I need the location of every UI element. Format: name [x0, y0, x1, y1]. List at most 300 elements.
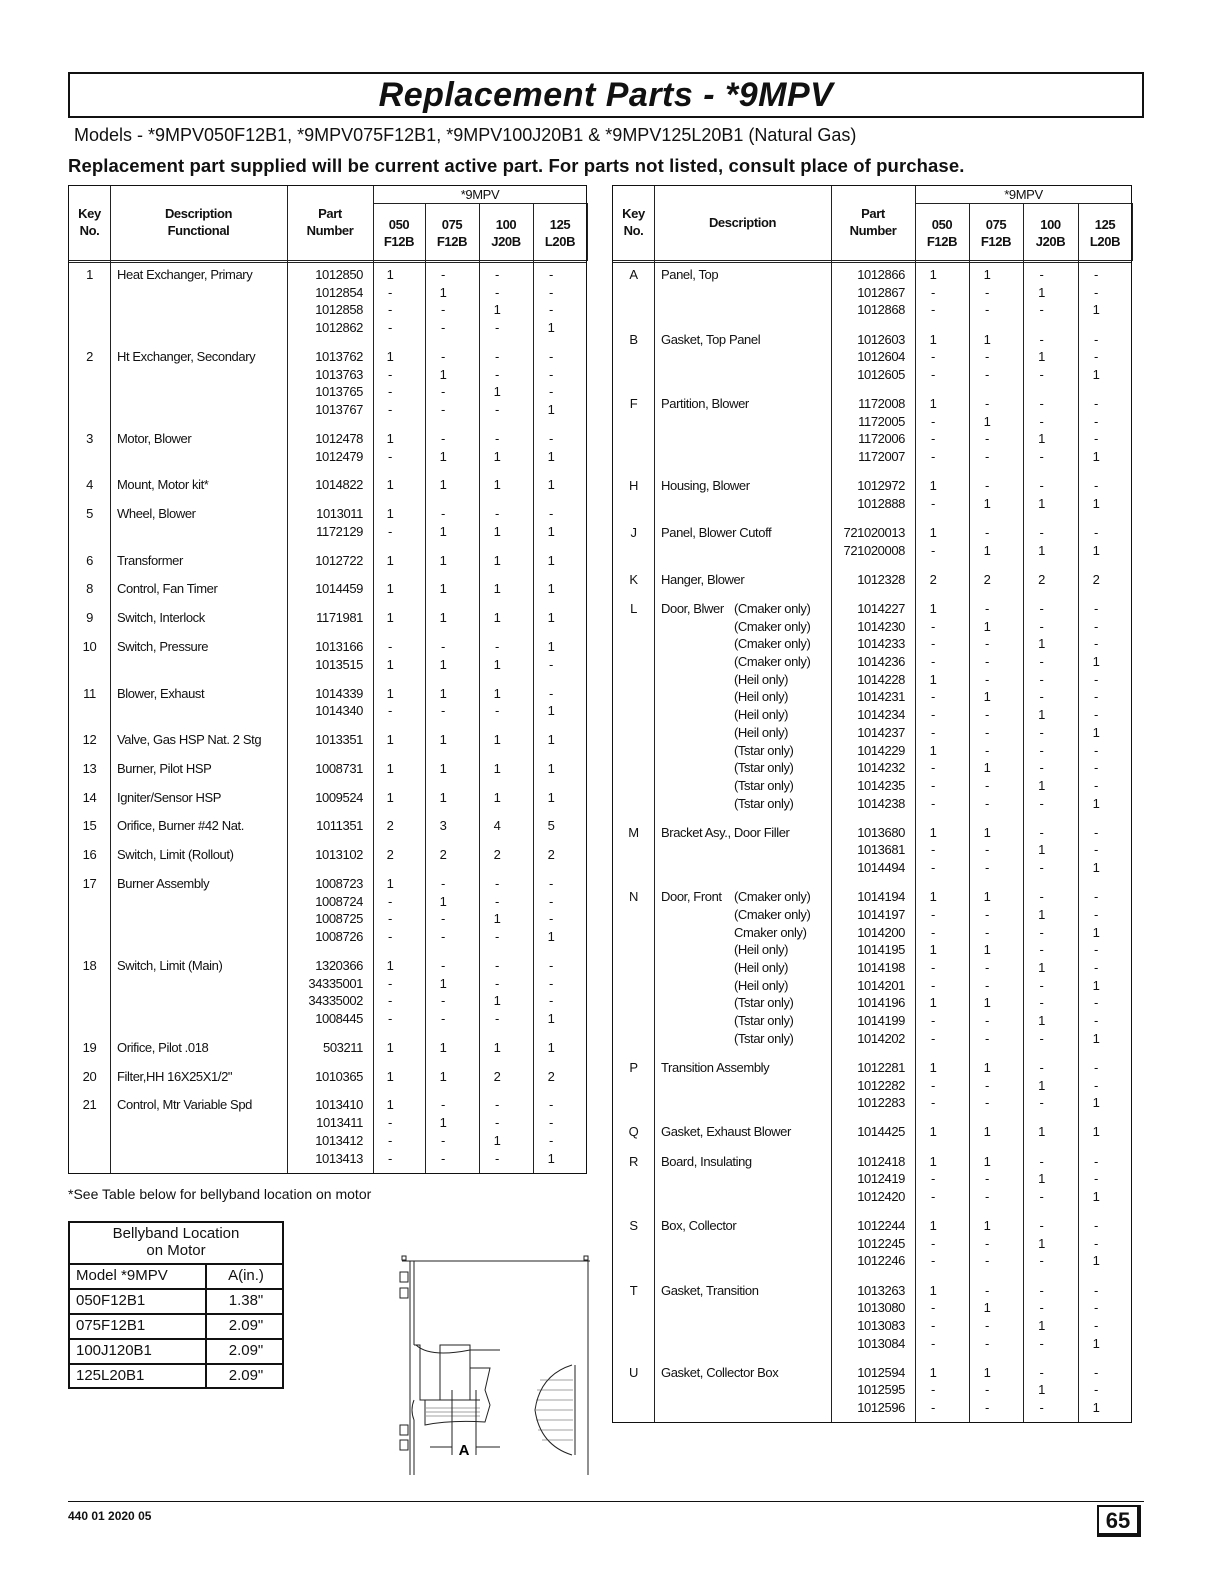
quantity-cell: 1 [1092, 1030, 1100, 1046]
quantity-cell: - [1039, 654, 1044, 669]
quantity-cell: 1 [983, 760, 991, 776]
quantity-cell: - [495, 320, 499, 336]
quantity-cell: 1 [386, 732, 394, 747]
key-number: T [629, 1282, 638, 1298]
quantity-cell: 1 [386, 552, 394, 568]
quantity-cell: - [985, 1013, 989, 1029]
quantity-cell: - [441, 957, 445, 973]
quantity-cell: - [931, 284, 935, 300]
quantity-cell: - [495, 1011, 499, 1026]
quantity-cell: - [1039, 1400, 1044, 1416]
quantity-cell: 1 [439, 581, 447, 597]
quantity-cell: - [441, 348, 445, 364]
header-divider [373, 203, 586, 204]
quantity-cell: - [495, 348, 499, 364]
quantity-cell: - [985, 1030, 989, 1046]
part-number: 1013102 [315, 847, 363, 863]
part-variant-note: (Heil only) [734, 671, 789, 687]
quantity-cell: 1 [983, 331, 991, 347]
part-description: Door, Front [661, 889, 722, 905]
quantity-cell: 1 [439, 477, 447, 493]
key-number: U [629, 1364, 638, 1380]
key-number: J [630, 525, 637, 540]
quantity-cell: - [1094, 777, 1098, 793]
quantity-cell: 1 [1038, 431, 1045, 447]
part-number: 1172007 [858, 449, 905, 465]
quantity-cell: 1 [929, 1364, 937, 1380]
bellyband-title-line2: on Motor [146, 1242, 206, 1259]
part-number: 1012283 [857, 1095, 905, 1111]
quantity-cell: 4 [493, 818, 501, 834]
quantity-cell: - [1094, 1382, 1098, 1398]
part-number: 1014230 [857, 618, 905, 634]
key-number: R [629, 1153, 638, 1169]
quantity-cell: - [931, 1171, 935, 1187]
quantity-cell: - [1094, 906, 1098, 922]
bellyband-row [70, 1338, 282, 1364]
quantity-cell: 1 [386, 656, 394, 672]
bellyband-model: 050F12B1 [76, 1292, 146, 1309]
quantity-cell: - [1094, 995, 1098, 1011]
part-description: Hanger, Blower [661, 571, 745, 587]
quantity-cell: 1 [493, 993, 501, 1009]
quantity-cell: 1 [547, 703, 555, 719]
part-number: 1014238 [857, 795, 905, 811]
part-number: 1012418 [857, 1153, 905, 1169]
quantity-cell: - [931, 1077, 935, 1093]
part-number: 1012866 [857, 267, 905, 282]
quantity-cell: 1 [493, 1132, 501, 1148]
part-description: Switch, Limit (Rollout) [117, 847, 234, 863]
quantity-cell: - [1094, 1171, 1098, 1187]
part-number: 1012722 [315, 552, 363, 568]
key-number: 16 [82, 847, 97, 863]
model-group-header: *9MPV [1004, 187, 1043, 202]
quantity-cell: - [985, 860, 989, 876]
model-header-line: F12B [436, 234, 468, 249]
quantity-cell: 1 [547, 1039, 555, 1055]
quantity-cell: 1 [439, 523, 447, 539]
part-number: 1013680 [857, 824, 905, 840]
quantity-cell: - [441, 1011, 445, 1026]
quantity-cell: - [441, 320, 445, 336]
quantity-cell: 1 [983, 542, 991, 558]
quantity-cell: - [1094, 1077, 1098, 1093]
part-description: Burner, Pilot HSP [117, 760, 212, 776]
part-number: 1013263 [857, 1282, 905, 1298]
part-description: Igniter/Sensor HSP [117, 789, 222, 805]
model-column-header [1023, 216, 1078, 250]
part-number: 1014237 [857, 724, 905, 740]
quantity-cell: - [388, 1132, 392, 1148]
quantity-cell: - [441, 402, 445, 417]
part-variant-note: (Heil only) [734, 977, 789, 993]
part-description: Box, Collector [661, 1218, 737, 1233]
quantity-cell: - [1039, 724, 1044, 740]
part-variant-note: (Heil only) [734, 960, 789, 975]
model-column-header [1078, 216, 1132, 250]
quantity-cell: 1 [929, 995, 937, 1011]
part-number: 1013080 [857, 1300, 905, 1316]
part-variant-note: (Cmaker only) [734, 889, 811, 905]
header-divider [915, 203, 1131, 204]
quantity-cell: 1 [547, 1011, 555, 1026]
part-number: 1012604 [857, 349, 905, 365]
part-number: 1014494 [857, 860, 905, 876]
part-number: 1011351 [316, 818, 363, 834]
part-number: 1012419 [857, 1171, 905, 1187]
quantity-cell: - [388, 911, 392, 927]
key-number: M [628, 824, 639, 840]
quantity-cell: 1 [983, 1153, 991, 1169]
quantity-cell: - [549, 893, 553, 909]
quantity-cell: - [388, 448, 392, 464]
quantity-cell: - [388, 975, 392, 991]
part-description: Housing, Blower [661, 478, 750, 494]
quantity-cell: 1 [983, 1300, 991, 1316]
quantity-cell: - [1039, 396, 1044, 411]
quantity-cell: 1 [929, 824, 937, 840]
part-number: 1008731 [315, 760, 363, 776]
description-header-line: Description [708, 215, 777, 230]
quantity-cell: - [985, 671, 989, 687]
key-number: 1 [86, 267, 93, 282]
part-number: 1008723 [315, 876, 363, 891]
quantity-cell: - [495, 876, 499, 891]
quantity-cell: - [1039, 1030, 1044, 1046]
key-number: H [629, 478, 638, 494]
bellyband-a-value: 2.09" [228, 1317, 264, 1334]
quantity-cell: - [1094, 889, 1098, 905]
quantity-cell: 1 [547, 581, 555, 597]
quantity-cell: - [931, 1382, 935, 1398]
quantity-cell: 1 [1038, 906, 1045, 922]
quantity-cell: - [985, 525, 989, 540]
bellyband-header-row [70, 1263, 282, 1289]
quantity-cell: 1 [547, 610, 555, 626]
part-number: 1012595 [857, 1382, 905, 1398]
quantity-cell: 1 [493, 732, 501, 747]
column-divider [205, 1315, 207, 1339]
quantity-cell: - [1094, 1300, 1098, 1316]
key-number: 11 [83, 685, 96, 701]
part-description: Partition, Blower [661, 396, 749, 411]
part-number-header [831, 205, 915, 239]
quantity-cell: 1 [983, 1218, 991, 1233]
quantity-cell: - [985, 600, 989, 616]
part-variant-note: (Tstar only) [734, 1030, 794, 1046]
model-header-line: J20B [1035, 234, 1066, 249]
quantity-cell: - [1039, 1335, 1044, 1351]
part-number: 1012478 [315, 430, 363, 446]
quantity-cell: 1 [929, 1218, 937, 1233]
quantity-cell: - [931, 636, 935, 652]
models-line: Models - *9MPV050F12B1, *9MPV075F12B1, *9MPV100J20B1 & *9MPV125L20B1 (Natural Gas) [74, 125, 857, 145]
quantity-cell: - [985, 742, 989, 758]
quantity-cell: - [931, 842, 935, 858]
bellyband-model: 075F12B1 [76, 1317, 146, 1334]
quantity-cell: 1 [386, 685, 394, 701]
quantity-cell: - [549, 366, 553, 382]
quantity-cell: - [388, 703, 392, 719]
part-variant-note: (Cmaker only) [734, 600, 811, 616]
quantity-cell: 2 [1038, 571, 1045, 587]
quantity-cell: 2 [439, 847, 447, 863]
col-model-header: Model *9MPV [76, 1267, 168, 1284]
quantity-cell: 1 [547, 760, 555, 776]
bellyband-a-value: 1.38" [228, 1292, 264, 1309]
quantity-cell: - [549, 1097, 553, 1113]
key-number: 15 [82, 818, 97, 834]
quantity-cell: 1 [1038, 1077, 1045, 1093]
key-number: 4 [86, 477, 93, 493]
part-header-line: Number [306, 223, 354, 238]
quantity-cell: - [1039, 1218, 1044, 1233]
quantity-cell: 1 [547, 552, 555, 568]
quantity-cell: 1 [1092, 977, 1100, 993]
quantity-cell: - [1039, 413, 1044, 429]
quantity-cell: - [441, 929, 445, 945]
part-description: Switch, Limit (Main) [117, 957, 223, 973]
key-number: 5 [86, 506, 93, 522]
quantity-cell: 1 [1038, 1382, 1045, 1398]
quantity-cell: - [985, 366, 989, 382]
part-number: 1172008 [858, 396, 905, 411]
quantity-cell: - [1094, 707, 1098, 723]
quantity-cell: - [931, 707, 935, 723]
part-variant-note: Cmaker only) [734, 924, 807, 940]
model-header-line: 125 [1094, 217, 1116, 232]
quantity-cell: 1 [1092, 1124, 1100, 1140]
quantity-cell: - [549, 957, 553, 973]
part-number: 1013765 [315, 384, 363, 400]
quantity-cell: - [549, 656, 553, 672]
quantity-cell: 1 [439, 1039, 447, 1055]
part-number: 1012328 [857, 571, 905, 587]
part-number: 1012868 [857, 302, 905, 318]
quantity-cell: 1 [1038, 542, 1045, 558]
footnote: *See Table below for bellyband location on motor [68, 1186, 372, 1202]
part-description: Panel, Blower Cutoff [661, 525, 772, 540]
quantity-cell: - [549, 1132, 553, 1148]
quantity-cell: 1 [439, 610, 447, 626]
quantity-cell: - [931, 618, 935, 634]
quantity-cell: 1 [1092, 1335, 1100, 1351]
part-number: 1014236 [857, 654, 905, 669]
quantity-cell: 1 [386, 876, 394, 891]
part-number: 1014197 [857, 906, 905, 922]
model-column-header [533, 216, 587, 250]
quantity-cell: - [931, 1030, 935, 1046]
quantity-cell: - [985, 1282, 989, 1298]
quantity-cell: 1 [493, 789, 501, 805]
quantity-cell: - [985, 431, 989, 447]
quantity-cell: - [388, 893, 392, 909]
model-header-line: L20B [1089, 234, 1121, 249]
quantity-cell: - [1094, 431, 1098, 447]
column-divider [654, 186, 655, 1422]
part-number-header [287, 205, 373, 239]
part-description: Wheel, Blower [117, 506, 196, 522]
quantity-cell: 1 [1092, 1253, 1100, 1269]
quantity-cell: 1 [983, 995, 991, 1011]
quantity-cell: - [495, 430, 499, 446]
quantity-cell: 1 [929, 267, 937, 282]
quantity-cell: 2 [493, 847, 501, 863]
part-number: 1012605 [857, 366, 905, 382]
quantity-cell: - [985, 478, 989, 494]
key-number: L [630, 600, 637, 616]
quantity-cell: - [985, 654, 989, 669]
quantity-cell: - [1039, 302, 1044, 318]
key-number: Q [628, 1124, 639, 1140]
part-number: 503211 [322, 1039, 363, 1055]
part-number: 721020013 [843, 525, 905, 540]
quantity-cell: 1 [1038, 960, 1045, 975]
quantity-cell: 1 [983, 689, 991, 705]
key-number: A [629, 267, 638, 282]
quantity-cell: 2 [493, 1068, 501, 1084]
quantity-cell: 1 [547, 402, 555, 417]
bellyband-a-value: 2.09" [228, 1367, 264, 1384]
quantity-cell: - [388, 639, 392, 654]
part-number: 1012850 [315, 267, 363, 282]
quantity-cell: - [931, 1095, 935, 1111]
model-header-line: 050 [931, 217, 953, 232]
quantity-cell: 1 [386, 1068, 394, 1084]
part-variant-note: (Tstar only) [734, 1013, 794, 1029]
quantity-cell: 1 [1092, 1095, 1100, 1111]
part-variant-note: (Cmaker only) [734, 636, 811, 652]
quantity-cell: - [1039, 824, 1044, 840]
quantity-cell: 1 [547, 320, 555, 336]
part-number: 1172006 [858, 431, 905, 447]
quantity-cell: - [1094, 600, 1098, 616]
quantity-cell: - [1039, 331, 1044, 347]
quantity-cell: 1 [547, 448, 555, 464]
quantity-cell: - [441, 1132, 445, 1148]
quantity-cell: - [1039, 600, 1044, 616]
quantity-cell: 1 [983, 1124, 991, 1140]
part-number: 1014232 [857, 760, 905, 776]
quantity-cell: 1 [1092, 302, 1100, 318]
quantity-cell: - [388, 402, 392, 417]
quantity-cell: - [441, 911, 445, 927]
quantity-cell: - [1094, 1218, 1098, 1233]
part-number: 1172005 [858, 413, 905, 429]
quantity-cell: - [1039, 1253, 1044, 1269]
part-number: 1009524 [315, 789, 363, 805]
quantity-cell: 1 [547, 789, 555, 805]
quantity-cell: - [388, 302, 392, 318]
quantity-cell: 1 [1092, 1400, 1100, 1416]
part-variant-note: (Heil only) [734, 942, 789, 958]
model-column-header [915, 216, 969, 250]
key-number: 2 [86, 348, 93, 364]
model-column-header [373, 216, 425, 250]
quantity-cell: 1 [1038, 1317, 1045, 1333]
quantity-cell: - [1039, 1059, 1044, 1075]
quantity-cell: 1 [1038, 1124, 1045, 1140]
quantity-cell: 1 [929, 1282, 937, 1298]
quantity-cell: - [985, 636, 989, 652]
quantity-cell: - [1039, 689, 1044, 705]
part-variant-note: (Cmaker only) [734, 618, 811, 634]
quantity-cell: 1 [493, 552, 501, 568]
quantity-cell: 1 [547, 929, 555, 945]
quantity-cell: - [495, 893, 499, 909]
quantity-cell: - [388, 284, 392, 300]
key-number: N [629, 889, 638, 905]
part-number: 1013763 [315, 366, 363, 382]
part-number: 1013515 [315, 656, 363, 672]
quantity-cell: - [495, 957, 499, 973]
motor-bellyband-diagram [390, 1250, 605, 1475]
part-variant-note: (Tstar only) [734, 795, 794, 811]
quantity-cell: - [931, 431, 935, 447]
quantity-cell: - [441, 506, 445, 522]
quantity-cell: - [1039, 449, 1044, 465]
quantity-cell: - [388, 993, 392, 1009]
quantity-cell: 1 [983, 495, 991, 511]
quantity-cell: 1 [386, 430, 394, 446]
part-number: 1014228 [857, 671, 905, 687]
part-number: 1013410 [315, 1097, 363, 1113]
quantity-cell: 3 [439, 818, 447, 834]
quantity-cell: 2 [1092, 571, 1100, 587]
part-number: 1012244 [857, 1218, 905, 1233]
quantity-cell: 1 [983, 824, 991, 840]
quantity-cell: - [1094, 824, 1098, 840]
quantity-cell: 1 [1092, 860, 1100, 876]
quantity-cell: - [985, 1382, 989, 1398]
part-description: Heat Exchanger, Primary [117, 267, 253, 282]
description-header-line: Functional [167, 223, 230, 238]
col-a-header: A(in.) [228, 1267, 264, 1284]
quantity-cell: 1 [1092, 654, 1100, 669]
part-number: 1012854 [315, 284, 363, 300]
document-code: 440 01 2020 05 [68, 1509, 152, 1523]
key-header-line: Key [78, 206, 101, 221]
part-variant-note: (Tstar only) [734, 742, 794, 758]
quantity-cell: - [931, 413, 935, 429]
part-number: 1014194 [857, 889, 905, 905]
quantity-cell: 1 [386, 1039, 394, 1055]
dimension-a-label: A [458, 1442, 470, 1459]
bellyband-model: 125L20B1 [76, 1367, 145, 1384]
quantity-cell: 1 [386, 957, 394, 973]
quantity-cell: 1 [493, 1039, 501, 1055]
quantity-cell: 1 [386, 1097, 394, 1113]
quantity-cell: 1 [439, 656, 447, 672]
quantity-cell: - [441, 302, 445, 318]
quantity-cell: 1 [983, 413, 991, 429]
quantity-cell: - [549, 506, 553, 522]
part-description: Bracket Asy., Door Filler [661, 824, 790, 840]
quantity-cell: - [931, 977, 935, 993]
quantity-cell: - [549, 284, 553, 300]
quantity-cell: - [441, 639, 445, 654]
quantity-cell: - [388, 1150, 392, 1166]
key-number: 9 [86, 610, 93, 626]
quantity-cell: - [495, 975, 499, 991]
quantity-cell: 2 [386, 847, 394, 863]
part-description: Transition Assembly [661, 1059, 770, 1075]
quantity-cell: - [1094, 1235, 1098, 1251]
part-description: Mount, Motor kit* [117, 477, 209, 493]
part-number: 1012245 [857, 1235, 905, 1251]
part-number: 1008725 [315, 911, 363, 927]
